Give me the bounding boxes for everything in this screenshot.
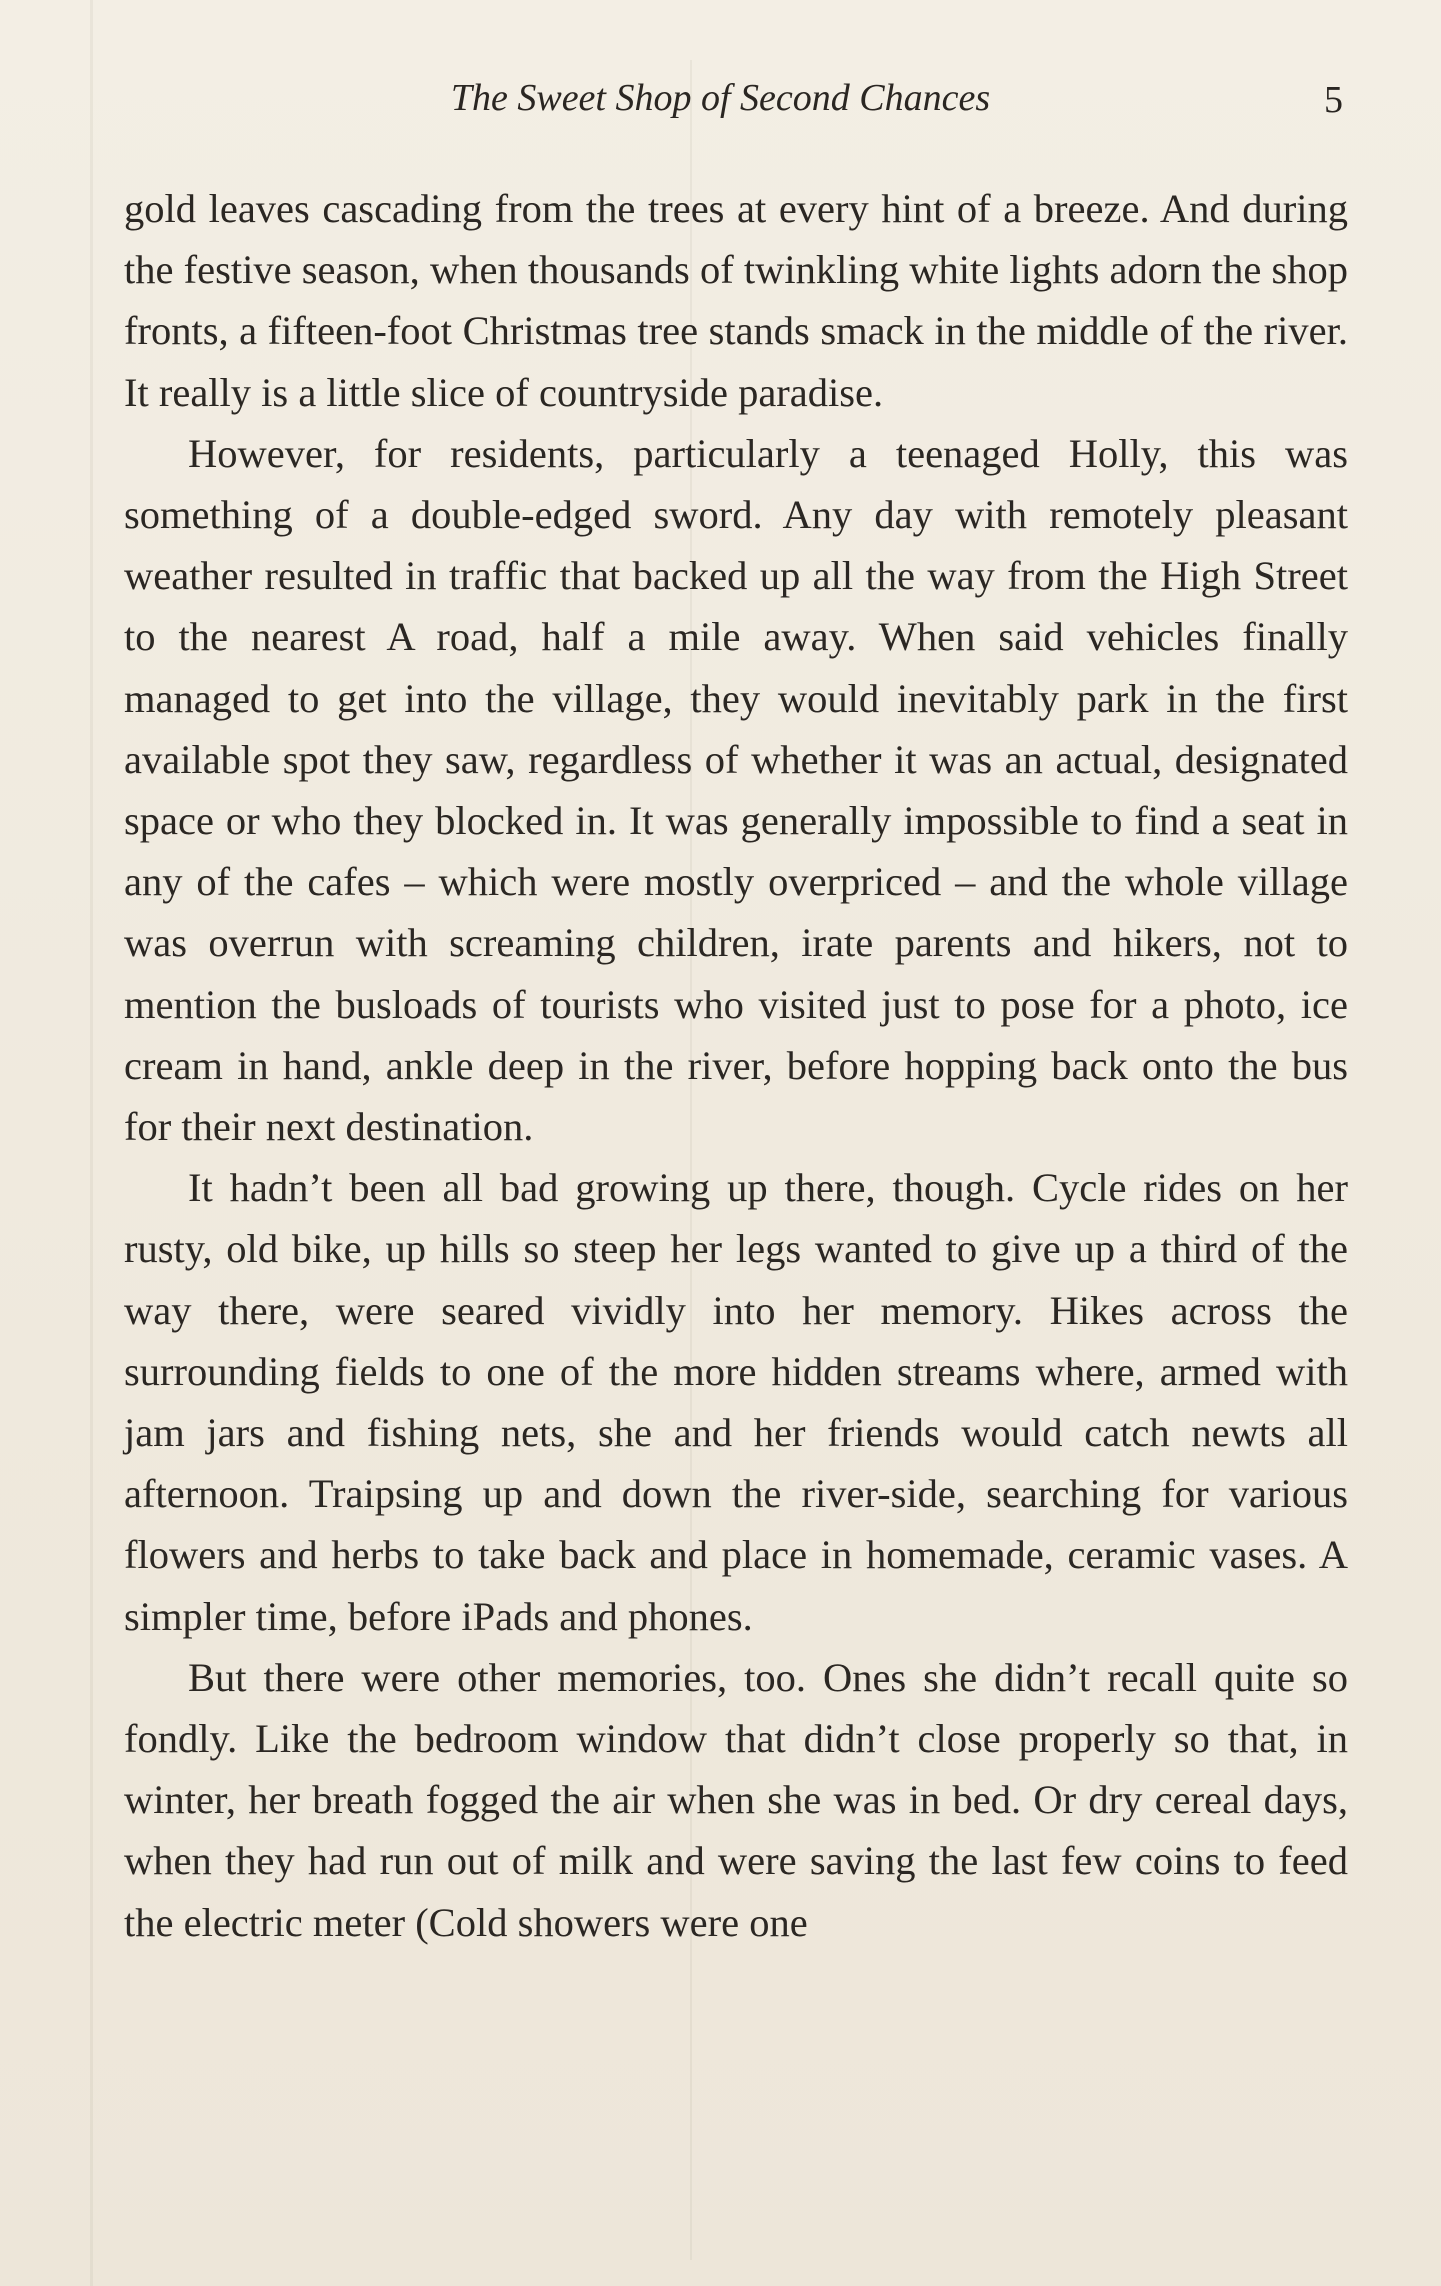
- page-number: 5: [1324, 79, 1343, 121]
- paragraph-1: gold leaves cascading from the trees at every hint of a breeze. And during the festive season, when thousands of twinkling white lights adorn the shop fronts, a fifteen-foot Christmas tree stands smack in the middle of the river. It really is a little slice of countryside paradise.: [124, 186, 1348, 415]
- book-title: The Sweet Shop of Second Chances: [450, 77, 991, 119]
- scan-shadow-left: [90, 0, 93, 2286]
- body-text: [124, 178, 1348, 1953]
- paragraph-2: However, for residents, particularly a teenaged Holly, this was something of a double-edged sword. Any day with remotely pleasant weather resulted in traffic that backed up all the way from the High Street to the nearest A road, half a mile away. When said vehicles finally managed to get into the village, they would inevitably park in the first available spot they saw, regardless of whether it was an actual, designated space or who they blocked in. It was generally impossible to find a seat in any of the cafes – which were mostly overpriced – and the whole village was overrun with screaming children, irate parents and hikers, not to mention the busloads of tourists who visited just to pose for a photo, ice cream in hand, ankle deep in the river, before hopping back onto the bus for their next destination.: [124, 430, 1348, 1150]
- running-head: [0, 72, 1441, 132]
- paragraph-4: But there were other memories, too. Ones she didn’t recall quite so fondly. Like the bedroom window that didn’t close properly so that, in winter, her breath fogged the air when she was in bed. Or dry cereal days, when they had run out of milk and were saving the last few coins to feed the electric meter (Cold showers were one: [124, 1654, 1348, 1945]
- paragraph-3: It hadn’t been all bad growing up there, though. Cycle rides on her rusty, old bike, up hills so steep her legs wanted to give up a third of the way there, were seared vividly into her memory. Hikes across the surrounding fields to one of the more hidden streams where, armed with jam jars and fishing nets, she and her friends would catch newts all afternoon. Traipsing up and down the river-side, searching for various flowers and herbs to take back and place in homemade, ceramic vases. A simpler time, before iPads and phones.: [124, 1165, 1348, 1639]
